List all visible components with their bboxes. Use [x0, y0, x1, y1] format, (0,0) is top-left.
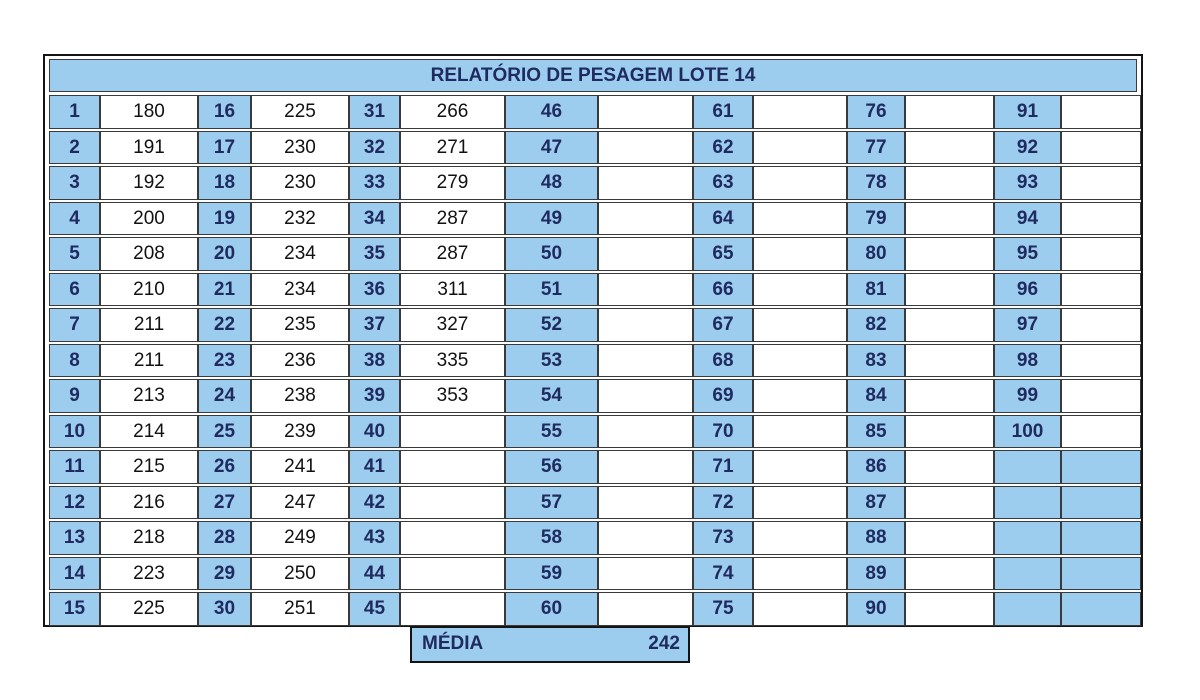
row-number-cell: 74 — [693, 557, 753, 590]
row-number-cell: 1 — [49, 95, 100, 129]
weight-value-cell — [598, 344, 693, 377]
row-number-cell: 9 — [49, 379, 100, 413]
row-number-cell: 2 — [49, 131, 100, 164]
weight-value-cell — [905, 379, 994, 413]
weight-value-cell — [1061, 131, 1141, 164]
average-label: MÉDIA — [422, 633, 484, 654]
weight-value-cell — [598, 166, 693, 200]
row-number-cell: 37 — [349, 308, 400, 342]
weight-value-cell — [598, 379, 693, 413]
weight-value-cell: 191 — [100, 131, 198, 164]
row-number-cell: 90 — [847, 592, 905, 626]
row-number-cell: 15 — [49, 592, 100, 626]
row-number-cell: 42 — [349, 486, 400, 519]
row-number-cell: 65 — [693, 237, 753, 271]
weight-value-cell: 180 — [100, 95, 198, 129]
weight-value-cell: 211 — [100, 344, 198, 377]
average-box — [410, 626, 690, 663]
weight-value-cell: 232 — [251, 202, 349, 235]
row-number-cell: 20 — [198, 237, 251, 271]
row-number-cell: 88 — [847, 521, 905, 555]
row-number-cell: 11 — [49, 450, 100, 484]
row-number-cell: 77 — [847, 131, 905, 164]
weight-value-cell — [753, 131, 847, 164]
row-number-cell: 24 — [198, 379, 251, 413]
row-number-cell — [994, 521, 1061, 555]
weight-value-cell: 208 — [100, 237, 198, 271]
row-number-cell: 55 — [505, 415, 598, 448]
weight-value-cell: 236 — [251, 344, 349, 377]
row-number-cell: 29 — [198, 557, 251, 590]
row-number-cell: 62 — [693, 131, 753, 164]
weight-value-cell: 210 — [100, 273, 198, 306]
weight-value-cell: 223 — [100, 557, 198, 590]
weight-value-cell — [753, 202, 847, 235]
row-number-cell: 71 — [693, 450, 753, 484]
weight-value-cell: 216 — [100, 486, 198, 519]
row-number-cell: 25 — [198, 415, 251, 448]
row-number-cell: 6 — [49, 273, 100, 306]
row-number-cell: 35 — [349, 237, 400, 271]
weight-value-cell — [598, 131, 693, 164]
row-number-cell: 39 — [349, 379, 400, 413]
weight-value-cell: 287 — [400, 202, 505, 235]
weight-value-cell — [753, 592, 847, 626]
weight-value-cell — [905, 557, 994, 590]
row-number-cell: 34 — [349, 202, 400, 235]
row-number-cell: 72 — [693, 486, 753, 519]
weight-value-cell — [753, 415, 847, 448]
weight-value-cell — [598, 308, 693, 342]
row-number-cell: 60 — [505, 592, 598, 626]
weight-value-cell: 234 — [251, 237, 349, 271]
weight-value-cell — [1061, 95, 1141, 129]
row-number-cell: 98 — [994, 344, 1061, 377]
weight-value-cell — [905, 521, 994, 555]
row-number-cell: 58 — [505, 521, 598, 555]
weight-value-cell — [598, 521, 693, 555]
weight-value-cell — [905, 202, 994, 235]
row-number-cell: 86 — [847, 450, 905, 484]
row-number-cell: 53 — [505, 344, 598, 377]
row-number-cell: 92 — [994, 131, 1061, 164]
weight-value-cell: 225 — [251, 95, 349, 129]
row-number-cell: 36 — [349, 273, 400, 306]
weight-value-cell: 241 — [251, 450, 349, 484]
weight-value-cell — [905, 592, 994, 626]
row-number-cell: 47 — [505, 131, 598, 164]
weight-value-cell — [905, 131, 994, 164]
weight-value-cell: 251 — [251, 592, 349, 626]
weight-value-cell: 192 — [100, 166, 198, 200]
row-number-cell: 64 — [693, 202, 753, 235]
weight-value-cell — [1061, 237, 1141, 271]
row-number-cell: 75 — [693, 592, 753, 626]
row-number-cell: 21 — [198, 273, 251, 306]
row-number-cell: 79 — [847, 202, 905, 235]
weight-value-cell — [1061, 379, 1141, 413]
row-number-cell: 63 — [693, 166, 753, 200]
weight-value-cell: 225 — [100, 592, 198, 626]
row-number-cell: 66 — [693, 273, 753, 306]
weight-value-cell — [1061, 308, 1141, 342]
weight-value-cell: 214 — [100, 415, 198, 448]
weight-value-cell — [905, 95, 994, 129]
weight-value-cell: 327 — [400, 308, 505, 342]
weight-value-cell: 230 — [251, 166, 349, 200]
row-number-cell: 100 — [994, 415, 1061, 448]
report-title: RELATÓRIO DE PESAGEM LOTE 14 — [49, 59, 1137, 92]
weight-value-cell: 234 — [251, 273, 349, 306]
weight-value-cell — [598, 237, 693, 271]
weight-value-cell — [1061, 415, 1141, 448]
row-number-cell: 43 — [349, 521, 400, 555]
weight-value-cell — [1061, 273, 1141, 306]
weight-value-cell: 230 — [251, 131, 349, 164]
weight-value-cell: 271 — [400, 131, 505, 164]
weight-value-cell — [905, 486, 994, 519]
row-number-cell: 78 — [847, 166, 905, 200]
row-number-cell: 28 — [198, 521, 251, 555]
row-number-cell — [994, 486, 1061, 519]
row-number-cell: 33 — [349, 166, 400, 200]
weight-value-cell — [598, 415, 693, 448]
row-number-cell: 17 — [198, 131, 251, 164]
weight-value-cell — [598, 486, 693, 519]
weight-value-cell — [905, 166, 994, 200]
row-number-cell: 73 — [693, 521, 753, 555]
weight-value-cell: 266 — [400, 95, 505, 129]
row-number-cell: 52 — [505, 308, 598, 342]
weight-value-cell — [598, 95, 693, 129]
weight-value-cell — [400, 415, 505, 448]
row-number-cell: 13 — [49, 521, 100, 555]
weight-value-cell — [1061, 486, 1141, 519]
weight-value-cell — [905, 308, 994, 342]
row-number-cell — [994, 450, 1061, 484]
row-number-cell: 59 — [505, 557, 598, 590]
weight-value-cell — [1061, 592, 1141, 626]
weight-value-cell — [1061, 450, 1141, 484]
weight-value-cell — [598, 557, 693, 590]
weight-value-cell: 249 — [251, 521, 349, 555]
weight-value-cell: 215 — [100, 450, 198, 484]
weight-value-cell — [753, 308, 847, 342]
row-number-cell: 69 — [693, 379, 753, 413]
row-number-cell: 97 — [994, 308, 1061, 342]
weighing-report-table — [43, 54, 1143, 627]
row-number-cell — [994, 557, 1061, 590]
weight-value-cell — [400, 450, 505, 484]
weight-value-cell: 287 — [400, 237, 505, 271]
weight-value-cell — [753, 344, 847, 377]
weight-value-cell: 239 — [251, 415, 349, 448]
row-number-cell: 7 — [49, 308, 100, 342]
row-number-cell: 99 — [994, 379, 1061, 413]
row-number-cell: 31 — [349, 95, 400, 129]
row-number-cell: 38 — [349, 344, 400, 377]
row-number-cell: 80 — [847, 237, 905, 271]
row-number-cell: 89 — [847, 557, 905, 590]
row-number-cell: 76 — [847, 95, 905, 129]
weight-value-cell — [400, 486, 505, 519]
row-number-cell: 50 — [505, 237, 598, 271]
weight-value-cell: 235 — [251, 308, 349, 342]
row-number-cell: 83 — [847, 344, 905, 377]
row-number-cell: 45 — [349, 592, 400, 626]
weight-value-cell — [905, 450, 994, 484]
row-number-cell: 81 — [847, 273, 905, 306]
row-number-cell: 82 — [847, 308, 905, 342]
weight-value-cell — [1061, 521, 1141, 555]
weight-value-cell — [598, 592, 693, 626]
weight-value-cell: 250 — [251, 557, 349, 590]
weight-value-cell — [598, 450, 693, 484]
weight-value-cell: 311 — [400, 273, 505, 306]
row-number-cell: 70 — [693, 415, 753, 448]
row-number-cell: 40 — [349, 415, 400, 448]
row-number-cell: 16 — [198, 95, 251, 129]
weight-value-cell: 218 — [100, 521, 198, 555]
weight-value-cell: 213 — [100, 379, 198, 413]
weight-value-cell — [753, 95, 847, 129]
row-number-cell: 68 — [693, 344, 753, 377]
weight-value-cell — [753, 450, 847, 484]
row-number-cell: 95 — [994, 237, 1061, 271]
row-number-cell: 48 — [505, 166, 598, 200]
row-number-cell: 10 — [49, 415, 100, 448]
row-number-cell: 19 — [198, 202, 251, 235]
weight-value-cell — [753, 521, 847, 555]
row-number-cell: 4 — [49, 202, 100, 235]
row-number-cell: 5 — [49, 237, 100, 271]
row-number-cell: 41 — [349, 450, 400, 484]
average-value: 242 — [648, 633, 680, 654]
row-number-cell: 61 — [693, 95, 753, 129]
weight-value-cell — [400, 521, 505, 555]
weight-value-cell — [753, 557, 847, 590]
row-number-cell: 57 — [505, 486, 598, 519]
weight-value-cell: 279 — [400, 166, 505, 200]
weight-value-cell — [400, 592, 505, 626]
row-number-cell: 91 — [994, 95, 1061, 129]
weight-value-cell: 247 — [251, 486, 349, 519]
row-number-cell — [994, 592, 1061, 626]
row-number-cell: 22 — [198, 308, 251, 342]
weight-value-cell — [905, 237, 994, 271]
row-number-cell: 94 — [994, 202, 1061, 235]
weight-value-cell — [598, 273, 693, 306]
row-number-cell: 44 — [349, 557, 400, 590]
weight-value-cell — [753, 237, 847, 271]
row-number-cell: 54 — [505, 379, 598, 413]
weight-value-cell — [753, 166, 847, 200]
row-number-cell: 93 — [994, 166, 1061, 200]
row-number-cell: 67 — [693, 308, 753, 342]
row-number-cell: 96 — [994, 273, 1061, 306]
row-number-cell: 8 — [49, 344, 100, 377]
weight-value-cell — [1061, 557, 1141, 590]
weight-value-cell — [905, 415, 994, 448]
weight-value-cell — [598, 202, 693, 235]
row-number-cell: 26 — [198, 450, 251, 484]
row-number-cell: 23 — [198, 344, 251, 377]
row-number-cell: 84 — [847, 379, 905, 413]
row-number-cell: 46 — [505, 95, 598, 129]
weight-value-cell — [1061, 202, 1141, 235]
row-number-cell: 30 — [198, 592, 251, 626]
weight-value-cell — [1061, 166, 1141, 200]
row-number-cell: 56 — [505, 450, 598, 484]
weight-value-cell: 211 — [100, 308, 198, 342]
row-number-cell: 51 — [505, 273, 598, 306]
weight-value-cell: 335 — [400, 344, 505, 377]
weight-value-cell — [905, 273, 994, 306]
row-number-cell: 27 — [198, 486, 251, 519]
row-number-cell: 32 — [349, 131, 400, 164]
row-number-cell: 18 — [198, 166, 251, 200]
weight-value-cell — [905, 344, 994, 377]
weight-value-cell — [753, 379, 847, 413]
weight-value-cell — [1061, 344, 1141, 377]
weight-value-cell — [400, 557, 505, 590]
weight-value-cell: 238 — [251, 379, 349, 413]
row-number-cell: 85 — [847, 415, 905, 448]
weight-value-cell — [753, 273, 847, 306]
weight-value-cell: 353 — [400, 379, 505, 413]
row-number-cell: 87 — [847, 486, 905, 519]
row-number-cell: 12 — [49, 486, 100, 519]
weight-value-cell — [753, 486, 847, 519]
row-number-cell: 3 — [49, 166, 100, 200]
weight-value-cell: 200 — [100, 202, 198, 235]
row-number-cell: 49 — [505, 202, 598, 235]
row-number-cell: 14 — [49, 557, 100, 590]
